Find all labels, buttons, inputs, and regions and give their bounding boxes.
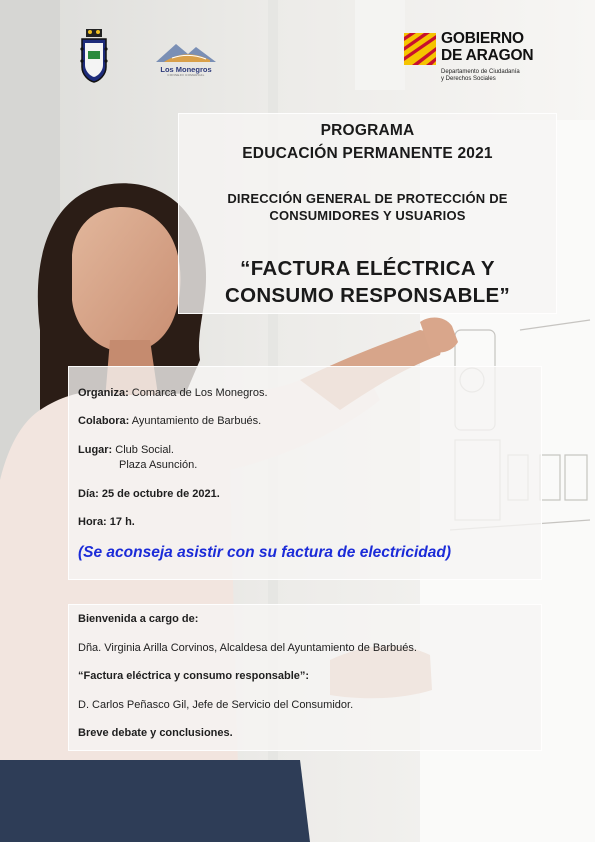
event-title-line1: “FACTURA ELÉCTRICA Y	[240, 257, 495, 280]
title-panel	[178, 113, 557, 314]
direccion-line2: CONSUMIDORES Y USUARIOS	[269, 208, 466, 223]
event-title-line2: CONSUMO RESPONSABLE”	[224, 284, 511, 307]
monegros-sub: CONSEJO COMARCAL	[167, 73, 205, 77]
dia-value: 25 de octubre de 2021.	[98, 488, 220, 500]
barbues-coat-of-arms-logo	[79, 29, 109, 83]
cierre-text: Breve debate y conclusiones.	[78, 727, 233, 739]
bienvenida-heading	[78, 613, 198, 625]
charla-text: “Factura eléctrica y consumo responsable”:	[78, 670, 310, 682]
monegros-name: Los Monegros	[160, 65, 212, 74]
dia-label: Día:	[78, 488, 99, 500]
mountains-icon	[154, 38, 218, 66]
lugar-label: Lugar:	[78, 444, 113, 456]
aragon-dept-line1: Departamento de Ciudadanía	[441, 69, 520, 75]
aragon-dept-line2: y Derechos Sociales	[441, 76, 496, 82]
event-info-panel	[68, 366, 542, 580]
gobierno-aragon-logo	[404, 31, 554, 91]
educacion-heading: EDUCACIÓN PERMANENTE 2021	[242, 145, 493, 162]
colabora-value: Ayuntamiento de Barbués.	[129, 415, 262, 427]
hora-label: Hora:	[78, 516, 107, 528]
aragon-line2: DE ARAGON	[441, 47, 534, 64]
charla-person: D. Carlos Peñasco Gil, Jefe de Servicio del Consumidor.	[78, 699, 354, 711]
organiza-line	[78, 387, 268, 399]
cierre-heading	[78, 727, 233, 739]
organiza-label: Organiza:	[78, 387, 129, 399]
hora-line	[78, 516, 135, 528]
dia-line	[78, 488, 220, 500]
colabora-label: Colabora:	[78, 415, 130, 427]
aragon-stripes-icon	[404, 33, 436, 65]
los-monegros-logo	[154, 38, 218, 76]
aragon-department	[441, 69, 520, 83]
lugar-address: Plaza Asunción.	[119, 459, 198, 471]
lugar-line	[78, 444, 174, 456]
colabora-line	[78, 415, 261, 427]
programa-heading: PROGRAMA	[320, 122, 415, 139]
bienvenida-person: Dña. Virginia Arilla Corvinos, Alcaldesa del Ayuntamiento de Barbués.	[78, 642, 417, 654]
organiza-value: Comarca de Los Monegros.	[128, 387, 268, 399]
aragon-line1: GOBIERNO	[441, 30, 524, 47]
charla-heading	[78, 670, 309, 682]
direccion-line1: DIRECCIÓN GENERAL DE PROTECCIÓN DE	[227, 191, 508, 206]
bienvenida-text: Bienvenida a cargo de:	[78, 613, 199, 625]
hora-value: 17 h.	[106, 516, 135, 528]
agenda-panel	[68, 604, 542, 751]
advice-note: (Se aconseja asistir con su factura de electricidad)	[78, 544, 452, 561]
lugar-value: Club Social.	[112, 444, 174, 456]
